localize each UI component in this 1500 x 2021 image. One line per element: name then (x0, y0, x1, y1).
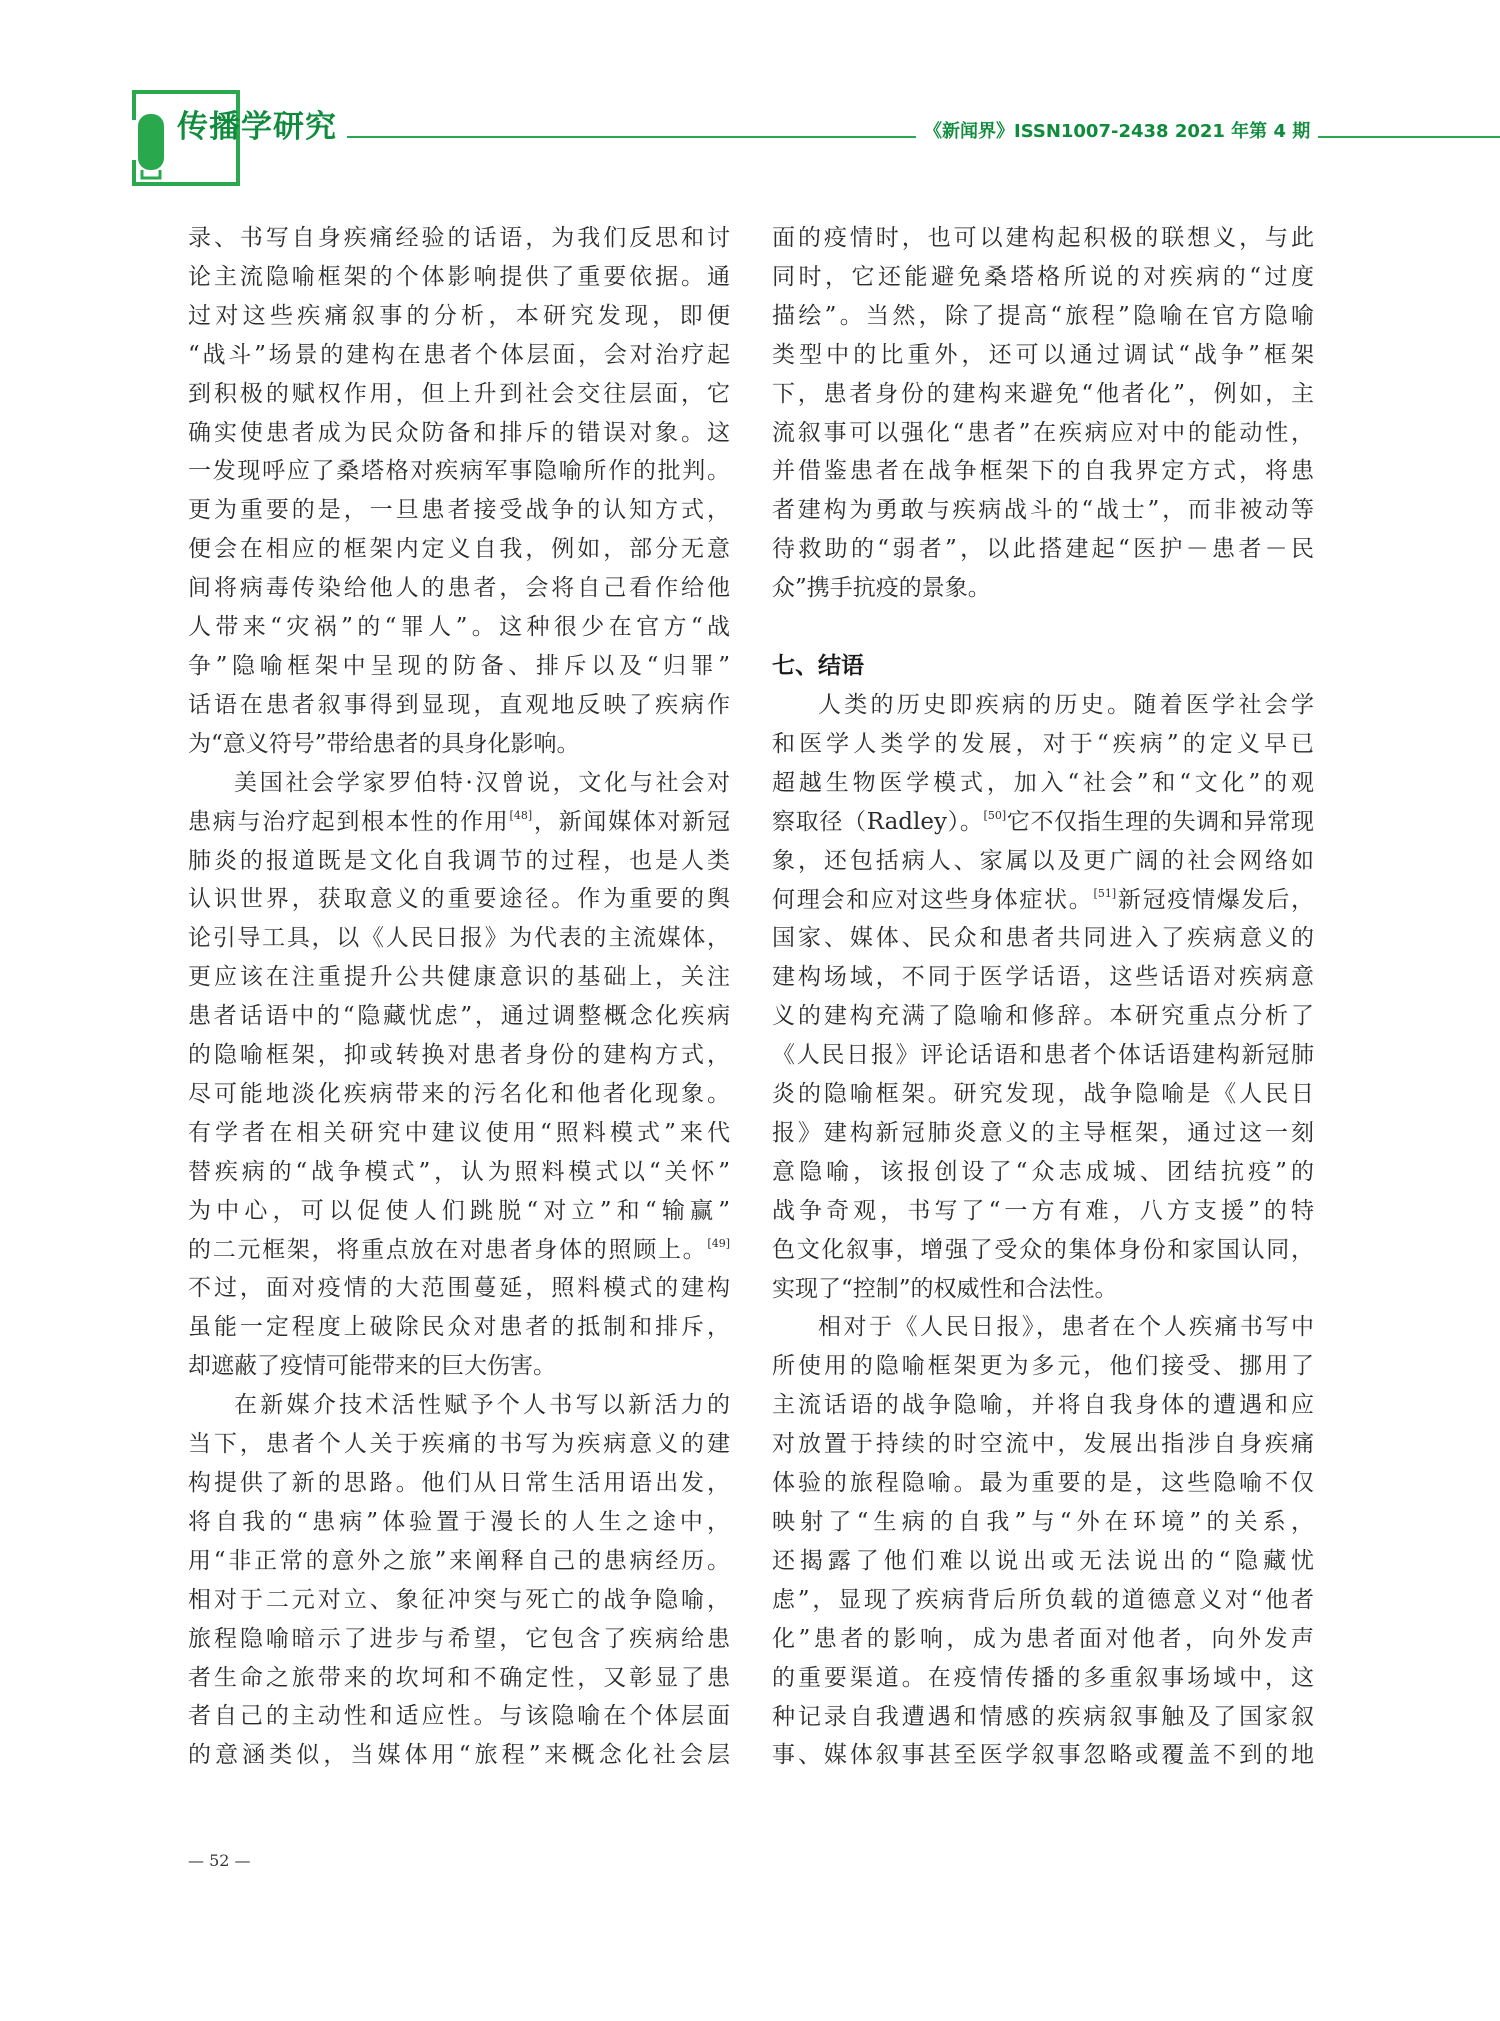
text-line: 相对于二元对立、象征冲突与死亡的战争隐喻， (188, 1586, 730, 1613)
page-number: — 52 — (188, 1851, 251, 1870)
text-line: 构提供了新的思路。他们从日常生活用语出发， (188, 1470, 730, 1496)
section-title: 传播学研究 (177, 109, 337, 145)
text-line: 象，还包括病人、家属以及更广阔的社会网络如 (772, 847, 1314, 874)
text-line: 者自己的主动性和适应性。与该隐喻在个体层面 (188, 1703, 730, 1730)
text-line: 建构场域，不同于医学话语，这些话语对疾病意 (772, 964, 1314, 991)
text-line: 话语在患者叙事得到显现，直观地反映了疾病作 (188, 691, 730, 718)
text-line: 报》建构新冠肺炎意义的主导框架，通过这一刻 (772, 1119, 1314, 1146)
text-line: 超越生物医学模式，加入“社会”和“文化”的观 (772, 769, 1314, 796)
text-line: 下，患者身份的建构来避免“他者化”，例如，主 (772, 380, 1314, 407)
text-line: 患病与治疗起到根本性的作用[48]，新闻媒体对新冠 (188, 808, 731, 835)
citation-marker: [49] (707, 1236, 730, 1250)
text-line: 和医学人类学的发展，对于“疾病”的定义早已 (772, 730, 1314, 757)
text-line: 一发现呼应了桑塔格对疾病军事隐喻所作的批判。 (188, 458, 730, 485)
text-line: 义的建构充满了隐喻和修辞。本研究重点分析了 (772, 1003, 1314, 1030)
text-line: 者建构为勇敢与疾病战斗的“战士”，而非被动等 (772, 497, 1314, 524)
text-line: 众”携手抗疫的景象。 (772, 575, 991, 602)
text-line: 不过，面对疫情的大范围蔓延，照料模式的建构 (188, 1275, 730, 1302)
text-line: 描绘”。当然，除了提高“旅程”隐喻在官方隐喻 (772, 302, 1314, 329)
text-line: 在新媒介技术活性赋予个人书写以新活力的 (234, 1392, 730, 1419)
paragraph (772, 1308, 1314, 1775)
text-line: 者生命之旅带来的坎坷和不确定性，又彰显了患 (188, 1664, 730, 1691)
text-line: 相对于《人民日报》，患者在个人疾痛书写中 (818, 1314, 1314, 1341)
text-line: 所使用的隐喻框架更为多元，他们接受、挪用了 (772, 1353, 1314, 1380)
text-line: 有学者在相关研究中建议使用“照料模式”来代 (188, 1119, 730, 1146)
paragraph (188, 1386, 730, 1775)
text-line: 意隐喻，该报创设了“众志成城、团结抗疫”的 (772, 1158, 1314, 1185)
text-line: 确实使患者成为民众防备和排斥的错误对象。这 (188, 419, 730, 446)
citation-marker: [48] (509, 808, 533, 822)
text-line: 炎的隐喻框架。研究发现，战争隐喻是《人民日 (772, 1081, 1314, 1108)
text-line: 类型中的比重外，还可以通过调试“战争”框架 (772, 341, 1314, 368)
journal-info: 《新闻界》ISSN1007-2438 2021 年第 4 期 (924, 121, 1311, 142)
paragraph (772, 686, 1314, 1309)
section-heading: 七、结语 (772, 653, 864, 680)
text-line: 国家、媒体、民众和患者共同进入了疾病意义的 (772, 925, 1314, 952)
text-line: 何理会和应对这些身体症状。[51]新冠疫情爆发后， (772, 886, 1315, 913)
header-rule-left (347, 136, 916, 138)
text-line: 论引导工具，以《人民日报》为代表的主流媒体， (188, 925, 730, 952)
text-line: 体验的旅程隐喻。最为重要的是，这些隐喻不仅 (772, 1470, 1314, 1497)
text-line: 实现了“控制”的权威性和合法性。 (772, 1275, 1118, 1302)
citation-marker: [51] (1093, 886, 1117, 900)
text-line: 战争奇观，书写了“一方有难，八方支援”的特 (772, 1197, 1314, 1224)
text-line: 旅程隐喻暗示了进步与希望，它包含了疾病给患 (188, 1625, 730, 1652)
left-column (188, 219, 730, 1775)
paragraph (188, 219, 730, 764)
text-line: 为“意义符号”带给患者的具身化影响。 (188, 730, 580, 757)
text-line: 将自我的“患病”体验置于漫长的人生之途中， (188, 1508, 730, 1535)
text-line: 患者话语中的“隐藏忧虑”，通过调整概念化疾病 (188, 1003, 730, 1030)
text-line: 映射了“生病的自我”与“外在环境”的关系， (772, 1509, 1314, 1535)
text-line: 的意涵类似，当媒体用“旅程”来概念化社会层 (188, 1742, 730, 1769)
text-line: 种记录自我遭遇和情感的疾病叙事触及了国家叙 (772, 1703, 1314, 1730)
text-line: 肺炎的报道既是文化自我调节的过程，也是人类 (188, 847, 730, 874)
text-line: 的隐喻框架，抑或转换对患者身份的建构方式， (188, 1042, 730, 1069)
text-line: 论主流隐喻框架的个体影响提供了重要依据。通 (188, 263, 730, 290)
paragraph (772, 219, 1314, 608)
text-line: 流叙事可以强化“患者”在疾病应对中的能动性， (772, 419, 1314, 446)
citation-marker: [50] (983, 808, 1007, 822)
text-line: 更为重要的是，一旦患者接受战争的认知方式， (188, 497, 730, 524)
text-line: 人类的历史即疾病的历史。随着医学社会学 (818, 691, 1314, 718)
right-column (772, 219, 1314, 1775)
text-line: 争”隐喻框架中呈现的防备、排斥以及“归罪” (188, 652, 730, 679)
text-line: 察取径（Radley）。[50]它不仅指生理的失调和异常现 (772, 808, 1315, 835)
text-line: 同时，它还能避免桑塔格所说的对疾病的“过度 (772, 263, 1314, 290)
text-line: 并借鉴患者在战争框架下的自我界定方式，将患 (772, 458, 1314, 485)
text-line: 美国社会学家罗伯特·汉曾说，文化与社会对 (234, 769, 730, 796)
text-line: 便会在相应的框架内定义自我，例如，部分无意 (188, 536, 730, 563)
header-rule-right (1318, 136, 1500, 138)
text-line: 虽能一定程度上破除民众对患者的抵制和排斥， (188, 1314, 730, 1341)
text-line: 事、媒体叙事甚至医学叙事忽略或覆盖不到的地 (772, 1742, 1314, 1769)
text-line: 录、书写自身疾痛经验的话语，为我们反思和讨 (188, 225, 730, 251)
text-line: 尽可能地淡化疾病带来的污名化和他者化现象。 (188, 1080, 730, 1107)
text-line: 替疾病的“战争模式”，认为照料模式以“关怀” (188, 1158, 730, 1185)
text-line: 对放置于持续的时空流中，发展出指涉自身疾痛 (772, 1431, 1314, 1458)
text-line: 《人民日报》评论话语和患者个体话语建构新冠肺 (772, 1042, 1314, 1069)
text-line: 待救助的“弱者”，以此搭建起“医护－患者－民 (772, 536, 1314, 563)
text-line: 化”患者的影响，成为患者面对他者，向外发声 (772, 1625, 1314, 1652)
text-line: 还揭露了他们难以说出或无法说出的“隐藏忧 (772, 1547, 1314, 1574)
text-line: 主流话语的战争隐喻，并将自我身体的遭遇和应 (772, 1392, 1314, 1419)
text-line: “战斗”场景的建构在患者个体层面，会对治疗起 (188, 341, 730, 368)
text-line: 面的疫情时，也可以建构起积极的联想义，与此 (772, 225, 1314, 251)
text-line: 间将病毒传染给他人的患者，会将自己看作给他 (188, 575, 730, 602)
text-line: 色文化叙事，增强了受众的集体身份和家国认同， (772, 1236, 1314, 1263)
text-line: 的二元框架，将重点放在对患者身体的照顾上。[49] (188, 1236, 730, 1263)
text-line: 为中心，可以促使人们跳脱“对立”和“输赢” (188, 1197, 730, 1224)
paragraph (188, 764, 730, 1387)
text-line: 却遮蔽了疫情可能带来的巨大伤害。 (188, 1353, 556, 1380)
text-line: 虑”，显现了疾病背后所负载的道德意义对“他者 (772, 1586, 1314, 1613)
text-line: 的重要渠道。在疫情传播的多重叙事场域中，这 (772, 1664, 1314, 1691)
text-line: 用“非正常的意外之旅”来阐释自己的患病经历。 (188, 1547, 730, 1574)
text-line: 人带来“灾祸”的“罪人”。这种很少在官方“战 (188, 614, 730, 641)
text-line: 到积极的赋权作用，但上升到社会交往层面，它 (188, 380, 730, 407)
text-line: 认识世界，获取意义的重要途径。作为重要的舆 (188, 886, 730, 913)
text-line: 当下，患者个人关于疾痛的书写为疾病意义的建 (188, 1431, 730, 1458)
text-line: 更应该在注重提升公共健康意识的基础上，关注 (188, 964, 730, 991)
text-line: 过对这些疾痛叙事的分析，本研究发现，即便 (188, 302, 730, 329)
